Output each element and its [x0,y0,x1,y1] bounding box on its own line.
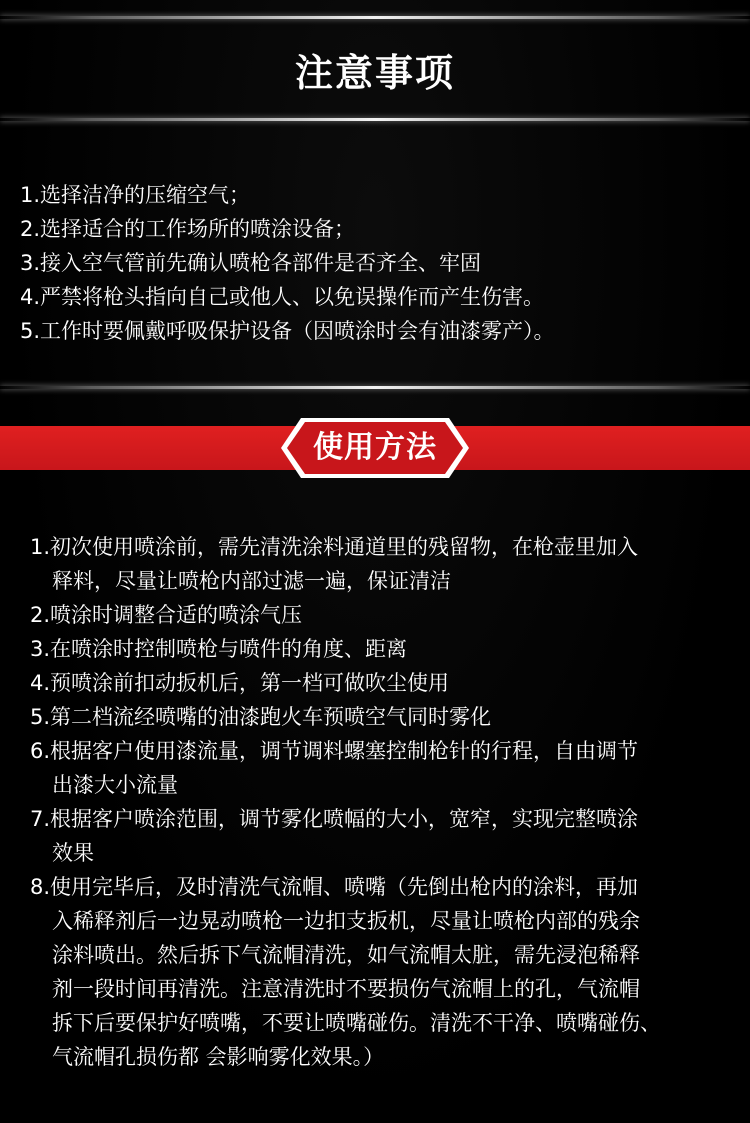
usage-line: 气流帽孔损伤都 会影响雾化效果。） [52,1045,385,1069]
usage-title: 使用方法 [313,430,437,465]
top-divider-line [0,16,750,19]
usage-line: 效果 [52,841,94,865]
usage-item [30,870,730,1074]
note-item: 2.选择适合的工作场所的喷涂设备； [20,217,356,241]
usage-line: 3.在喷涂时控制喷枪与喷件的角度、距离 [30,637,408,661]
usage-line: 6.根据客户使用漆流量，调节调料螺塞控制枪针的行程，自由调节 [30,739,639,763]
usage-line: 7.根据客户喷涂范围，调节雾化喷幅的大小，宽窄，实现完整喷涂 [30,807,639,831]
usage-item [30,632,730,666]
usage-line: 8.使用完毕后，及时清洗气流帽、喷嘴（先倒出枪内的涂料，再加 [30,875,639,899]
usage-item [30,802,730,870]
usage-item [30,598,730,632]
usage-line: 5.第二档流经喷嘴的油漆跑火车预喷空气同时雾化 [30,705,492,729]
usage-line: 1.初次使用喷涂前，需先清洗涂料通道里的残留物，在枪壶里加入 [30,535,639,559]
note-item: 5.工作时要佩戴呼吸保护设备（因喷涂时会有油漆雾产）。 [20,319,555,343]
usage-line: 释料，尽量让喷枪内部过滤一遍，保证清洁 [52,569,451,593]
usage-item [30,530,730,598]
notes-list [20,178,740,348]
usage-item [30,700,730,734]
title-divider-line [0,118,750,121]
usage-line: 2.喷涂时调整合适的喷涂气压 [30,603,303,627]
usage-line: 4.预喷涂前扣动扳机后，第一档可做吹尘使用 [30,671,450,695]
notes-bottom-divider-line [0,386,750,389]
usage-line: 涂料喷出。然后拆下气流帽清洗，如气流帽太脏，需先浸泡稀释 [52,943,640,967]
note-item: 1.选择洁净的压缩空气； [20,183,251,207]
note-item: 3.接入空气管前先确认喷枪各部件是否齐全、牢固 [20,251,482,275]
usage-title-badge [271,416,479,480]
usage-line: 剂一段时间再清洗。注意清洗时不要损伤气流帽上的孔，气流帽 [52,977,640,1001]
usage-list [30,530,730,1074]
notes-title: 注意事项 [294,51,455,95]
usage-line: 出漆大小流量 [52,773,178,797]
usage-line: 入稀释剂后一边晃动喷枪一边扣支扳机，尽量让喷枪内部的残余 [52,909,640,933]
usage-item [30,666,730,700]
usage-line: 拆下后要保护好喷嘴，不要让喷嘴碰伤。清洗不干净、喷嘴碰伤、 [52,1011,661,1035]
note-item: 4.严禁将枪头指向自己或他人、以免误操作而产生伤害。 [20,285,545,309]
usage-item [30,734,730,802]
